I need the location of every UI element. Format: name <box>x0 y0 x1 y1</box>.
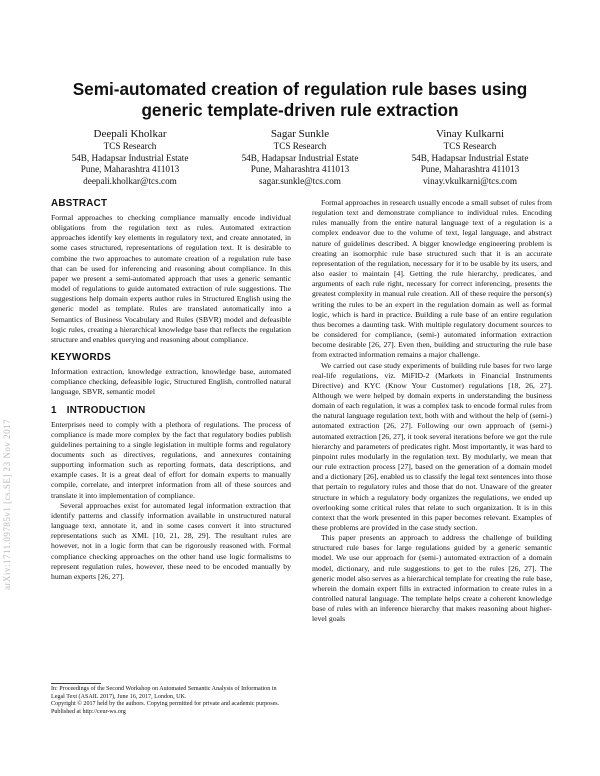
author-org: TCS Research <box>103 141 157 151</box>
author-city: Pune, Maharashtra 411013 <box>250 164 350 175</box>
introduction-heading <box>51 405 291 417</box>
author-block <box>40 128 560 190</box>
section-title: INTRODUCTION <box>66 404 146 416</box>
author-org: TCS Research <box>273 141 327 151</box>
body-paragraph-2: We carried out case study experiments of building rule bases for two large real-life regulations, viz. MiFID-2 (Markets in Financial Instruments Directive) and KYC (Know Your Customer) regulations [18, 26, 27]. Although we were helped by domain experts in understanding the business domain of each regulation, it was a complex task to encode formal rules from the natural language regulation text, both with and without the help of (semi-) automated extraction [26, 27]. Following our own approach of (semi-) automated extraction [26, 27], it took several iterations before we got the rule hierarchy and parameters of predicates right. Most importantly, it was hard to pinpoint rules modularly in the regulation text. By modularly, we mean that our rule extraction process [27], based on the generation of a domain model and a dictionary [26], enabled us to classify the legal text sentences into those that pertain to regulatory rules and those that do not. Unaware of the greater structure in which a regulatory body organizes the regulations, we ended up overlooking some critical rules that relate to such organization. It is in this context that the work presented in this paper becomes relevant. Examples of these problems are provided in the case study section. <box>312 360 552 532</box>
intro-paragraph-1: Enterprises need to comply with a plethora of regulations. The process of compliance is made more complex by the fact that regulatory bodies publish guidelines pertaining to a single legislation in multiple forms and regulatory documents such as directives, regulations, and annexures containing supporting information such as reporting formats, data descriptions, and example cases. It is a great deal of effort for domain experts to manually compile, correlate, and interpret information from all of these sources and translate it into implementation of compliance. <box>51 419 291 500</box>
author-city: Pune, Maharashtra 411013 <box>80 164 180 175</box>
author-city: Pune, Maharashtra 411013 <box>420 164 520 175</box>
footnote <box>51 686 291 716</box>
section-number: 1 <box>51 404 57 416</box>
paper-title: Semi-automated creation of regulation rule bases using generic template-driven rule extraction <box>72 79 528 120</box>
abstract-heading: ABSTRACT <box>51 198 108 209</box>
author-name: Vinay Kulkarni <box>435 128 505 140</box>
author-address: 54B, Hadapsar Industrial Estate <box>241 152 359 163</box>
keywords-text: Information extraction, knowledge extraction, knowledge base, automated compliance checking, defeasible logic, Structured English, controlled natural language, SBVR, semantic model <box>51 367 291 397</box>
author-name: Deepali Kholkar <box>93 128 167 140</box>
footnote-proceedings: In: Proceedings of the Second Workshop on Automated Semantic Analysis of Information in Legal Text (ASAIL 2017), June 16, 2017, London, UK. <box>51 686 277 700</box>
left-column <box>51 198 291 582</box>
keywords-heading: KEYWORDS <box>51 352 112 364</box>
author-address: 54B, Hadapsar Industrial Estate <box>411 152 529 163</box>
footnote-copyright: Copyright © 2017 held by the authors. Copying permitted for private and academic purposes. <box>51 701 280 708</box>
author-2 <box>210 128 390 187</box>
author-org: TCS Research <box>443 141 497 151</box>
right-column <box>312 198 552 625</box>
body-paragraph-3: This paper presents an approach to address the challenge of building structured rule bases for large regulations guided by a generic semantic model. We use our approach for (semi-) automated extraction of a domain model, dictionary, and rule suggestions to get to the rules [26, 27]. The generic model also serves as a hierarchical template for creating the rule base, wherein the domain expert fills in extracted information to create rules in a controlled natural language. The template helps create a coherent knowledge base of rules with an inference hierarchy that makes reasoning about higher-level goals <box>312 533 552 624</box>
abstract-text: Formal approaches to checking compliance manually encode individual obligations from the regulation text as rules. Automated extraction approaches identify key elements in regulatory text, and create annotated, in some cases structured, representations of regulation text. It is desirable to combine the two approaches to automate creation of a regulation rule base that can be used for inferencing and reasoning about compliance. In this paper we present a semi-automated approach that uses a generic semantic model of regulations to guide automated extraction of rule suggestions. The suggestions help domain experts author rules in Structured English using the generic model as template. Rules are translated automatically into a Semantics of Business Vocabulary and Rules (SBVR) model and defeasible logic rules, creating a hierarchical knowledge base that reflects the regulation structure and enables querying and reasoning about compliance. <box>51 213 291 344</box>
author-name: Sagar Sunkle <box>270 128 330 140</box>
author-3 <box>380 128 560 187</box>
body-paragraph-1: Formal approaches in research usually encode a small subset of rules from regulation text and demonstrate compliance to individual rules. Encoding rules manually from the entire natural language text of a regulation is a complex endeavor due to the volume of text, legal language, and abstract nature of guidelines described. A bigger knowledge engineering problem is creating an isomorphic rule base structured such that it is an accurate representation of the regulation, necessary for it to be usable by its users, and also easier to maintain [4]. Getting the rule hierarchy, predicates, and arguments of each rule right, necessary for correct inferencing, presents the greatest complexity in manual rule creation. All of these require the person(s) writing the rules to be an expert in the regulation domain as well as formal logic, which is hard in practice. Building a rule base of an entire regulation thus becomes a daunting task. With multiple regulatory document sources to be considered for compliance, (semi-) automated information extraction become desirable [26, 27]. Even then, building and structuring the rule base from extracted information remains a major challenge. <box>312 198 552 360</box>
author-1 <box>40 128 220 187</box>
footnote-published: Published at http://ceur-ws.org <box>51 708 126 715</box>
intro-paragraph-2: Several approaches exist for automated legal information extraction that identify patterns and classify information available in unstructured natural language text, annotate it, and in some cases convert it into structured representations such as XML [10, 21, 28, 29]. The resultant rules are however, not in a logic form that can be rigorously reasoned with. Formal compliance checking approaches on the other hand use logic formalisms to represent regulation rules, however, these need to be encoded manually by human experts [26, 27]. <box>51 500 291 581</box>
author-address: 54B, Hadapsar Industrial Estate <box>71 152 189 163</box>
author-email: vinay.vkulkarni@tcs.com <box>422 175 518 186</box>
author-email: sagar.sunkle@tcs.com <box>259 175 341 186</box>
arxiv-stamp: arXiv:1711.09785v1 [cs.SE] 23 Nov 2017 <box>2 418 12 590</box>
footnote-rule <box>51 683 101 684</box>
author-email: deepali.kholkar@tcs.com <box>83 175 177 186</box>
